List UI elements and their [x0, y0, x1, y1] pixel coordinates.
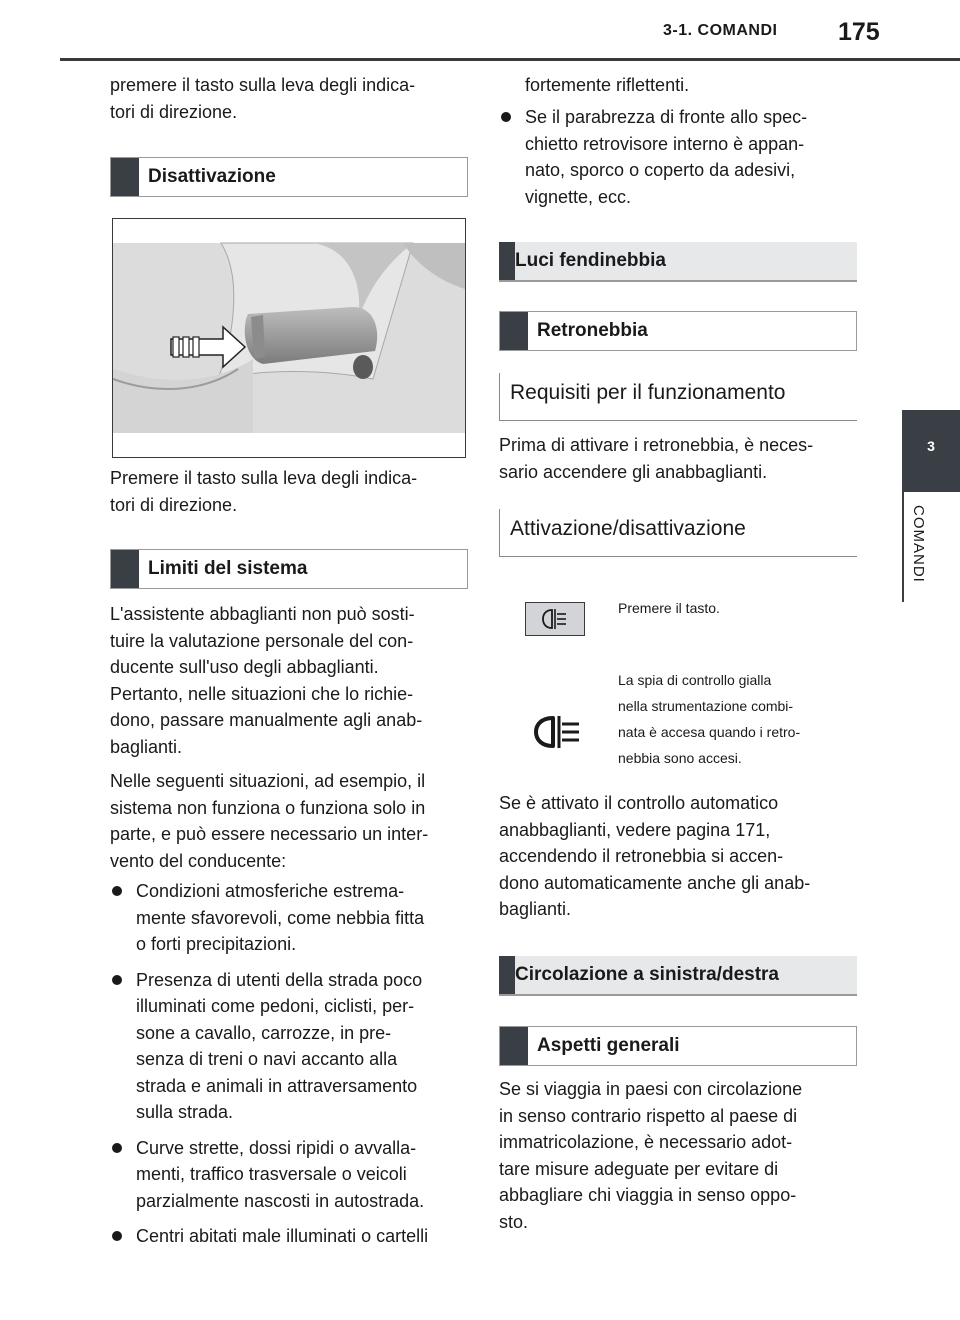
- page-number: 175: [838, 18, 880, 46]
- limits-bullet-list: [110, 878, 472, 1258]
- subheading-text: Requisiti per il funzionamento: [510, 381, 786, 404]
- heading-text: Luci fendinebbia: [515, 250, 666, 271]
- rear-fog-lamp-button: [525, 602, 585, 636]
- subheading-text: Attivazione/disattivazione: [510, 517, 746, 540]
- heading-text: Limiti del sistema: [148, 558, 308, 579]
- heading-text: Disattivazione: [148, 166, 276, 187]
- heading-limiti: [110, 549, 468, 589]
- heading-bar: [500, 1027, 528, 1065]
- figure-caption: Premere il tasto sulla leva degli indica- tori di direzione.: [110, 468, 418, 515]
- heading-disattivazione: [110, 157, 468, 197]
- turn-signal-stalk-illustration: [113, 219, 465, 457]
- heading-text: Retronebbia: [537, 320, 648, 341]
- stalk-figure: [112, 218, 466, 458]
- header-rule: [60, 58, 960, 61]
- right-bullet-list: [499, 104, 865, 218]
- chapter-label: [906, 505, 936, 615]
- limits-paragraph-2: Nelle seguenti situazioni, ad esempio, il sistema non funziona o funziona solo in parte, e può essere necessario un inter- vento del conducente:: [110, 771, 429, 871]
- limits-paragraph-1: L'assistente abbaglianti non può sosti- tuire la valutazione personale del con- ducente sull'uso degli abbaglianti. Pertanto, nelle situazioni che lo richie- dono, passare manualmente agli anab- baglianti.: [110, 604, 423, 757]
- list-item: Centri abitati male illuminati o cartelli: [110, 1223, 472, 1250]
- list-item: Presenza di utenti della strada poco illuminati come pedoni, ciclisti, per- sone a cavallo, carrozze, in pre- senza di treni o navi accanto alla strada e animali in attraversamento sulla strada.: [110, 967, 472, 1126]
- subheading-requisiti: [499, 373, 857, 421]
- heading-bar: [499, 956, 515, 994]
- chapter-number: 3: [927, 438, 935, 454]
- heading-circolazione: [499, 956, 857, 996]
- intro-text: premere il tasto sulla leva degli indica- tori di direzione.: [110, 75, 416, 122]
- list-item: Se il parabrezza di fronte allo spec- chietto retrovisore interno è appan- nato, sporco o coperto da adesivi, vignette, ecc.: [499, 104, 865, 210]
- heading-bar: [499, 242, 515, 280]
- chapter-label-text: COMANDI: [910, 505, 927, 583]
- header-section: 3-1. COMANDI: [663, 22, 778, 39]
- heading-aspetti: [499, 1026, 857, 1066]
- indicator-description: La spia di controllo gialla nella strumentazione combi- nata è accesa quando i retro- nebbia sono accesi.: [618, 672, 801, 766]
- continued-text: fortemente riflettenti.: [525, 75, 690, 95]
- heading-bar: [111, 158, 139, 196]
- heading-bar: [111, 550, 139, 588]
- subheading-attivazione: [499, 509, 857, 557]
- requisiti-text: Prima di attivare i retronebbia, è neces- sario accendere gli anabbaglianti.: [499, 435, 814, 482]
- button-instruction: Premere il tasto.: [618, 600, 720, 616]
- rear-fog-indicator: [533, 712, 583, 752]
- list-item: Condizioni atmosferiche estrema- mente sfavorevoli, come nebbia fitta o forti precipitazioni.: [110, 878, 472, 958]
- auto-control-text: Se è attivato il controllo automatico anabbaglianti, vedere pagina 171, accendendo il retronebbia si accen- dono automaticamente anche gli anab- baglianti.: [499, 793, 811, 919]
- aspetti-text: Se si viaggia in paesi con circolazione in senso contrario rispetto al paese di immatricolazione, è necessario adot- tare misure adeguate per evitare di abbagliare chi viaggia in senso oppo- sto.: [499, 1079, 803, 1232]
- list-item: Curve strette, dossi ripidi o avvalla- menti, traffico trasversale o veicoli parzialmente nascosti in autostrada.: [110, 1135, 472, 1215]
- heading-luci-fendinebbia: [499, 242, 857, 282]
- rear-fog-lamp-icon: [526, 603, 584, 635]
- heading-text: Aspetti generali: [537, 1035, 680, 1056]
- chapter-tab-rule: [902, 492, 904, 602]
- rear-fog-indicator-icon: [533, 712, 583, 752]
- heading-bar: [500, 312, 528, 350]
- heading-text: Circolazione a sinistra/destra: [515, 964, 779, 985]
- heading-retronebbia: [499, 311, 857, 351]
